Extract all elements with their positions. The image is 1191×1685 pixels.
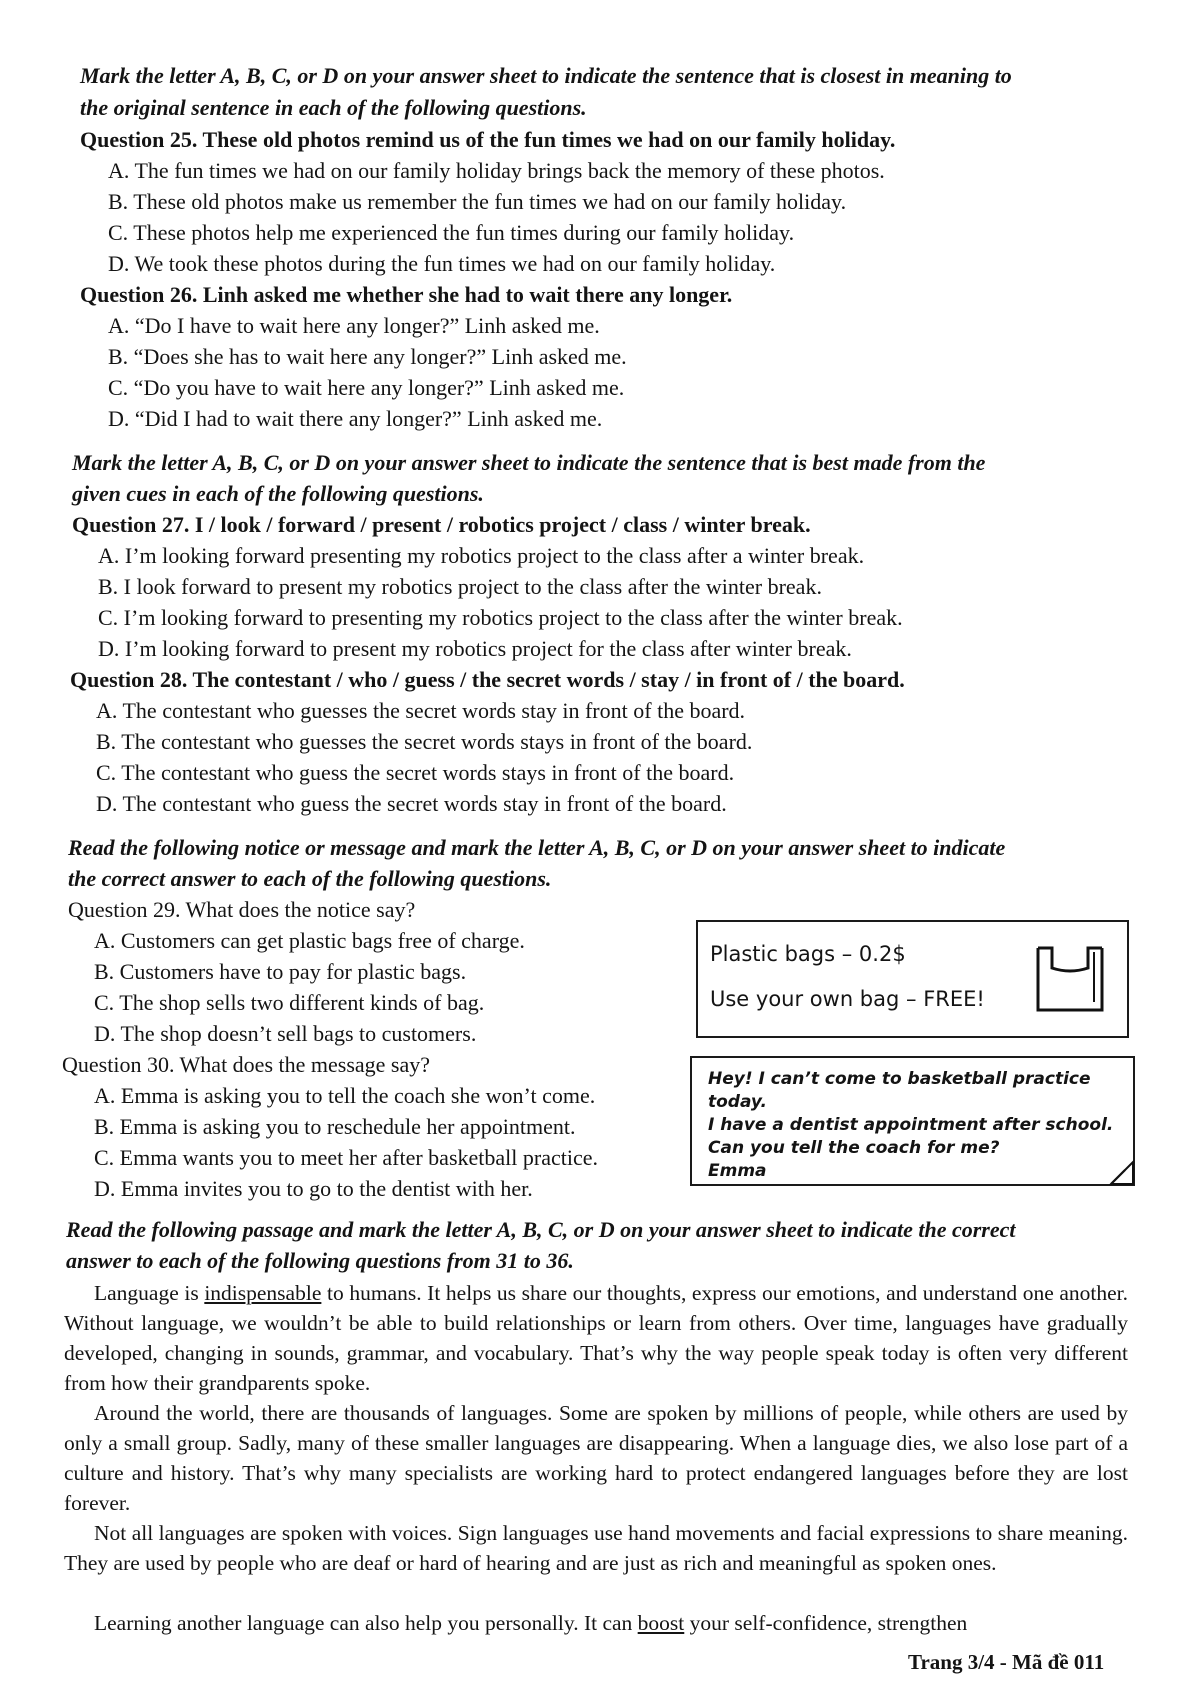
question-30-option-b: B. Emma is asking you to reschedule her appointment. bbox=[94, 1114, 576, 1139]
section1-instruction-line2: the original sentence in each of the following questions. bbox=[80, 95, 587, 120]
question-29-option-d: D. The shop doesn’t sell bags to customers. bbox=[94, 1021, 477, 1046]
question-30-option-c: C. Emma wants you to meet her after basketball practice. bbox=[94, 1145, 598, 1170]
question-25-option-b: B. These old photos make us remember the fun times we had on our family holiday. bbox=[108, 189, 847, 214]
section4-instruction-line1: Read the following passage and mark the letter A, B, C, or D on your answer sheet to indicate the correct bbox=[66, 1217, 1016, 1242]
section4-instruction-line2: answer to each of the following questions from 31 to 36. bbox=[66, 1248, 574, 1273]
question-27-option-a: A. I’m looking forward presenting my robotics project to the class after a winter break. bbox=[98, 543, 865, 568]
passage-paragraph-2: Around the world, there are thousands of languages. Some are spoken by millions of people, while others are used by only a small group. Sadly, many of these smaller languages are disappearing. When a language dies, we also lose part of a culture and history. That’s why many specialists are working hard to protect endangered languages before they are lost forever. bbox=[64, 1401, 1128, 1515]
page-fold-icon bbox=[1109, 1160, 1135, 1186]
question-27-option-b: B. I look forward to present my robotics project to the class after the winter break. bbox=[98, 574, 822, 599]
question-25-stem: Question 25. These old photos remind us of the fun times we had on our family holiday. bbox=[80, 127, 896, 152]
question-28-option-b: B. The contestant who guesses the secret words stays in front of the board. bbox=[96, 729, 753, 754]
passage-p4-rest: your self-confidence, strengthen bbox=[684, 1611, 968, 1635]
question-25-option-a: A. The fun times we had on our family holiday brings back the memory of these photos. bbox=[108, 158, 885, 183]
question-29-option-b: B. Customers have to pay for plastic bags. bbox=[94, 959, 467, 984]
question-26-option-c: C. “Do you have to wait here any longer?” Linh asked me. bbox=[108, 375, 625, 400]
question-28-stem: Question 28. The contestant / who / guess / the secret words / stay / in front of / the board. bbox=[70, 667, 905, 692]
notice-free-line: Use your own bag – FREE! bbox=[710, 987, 985, 1011]
question-28-option-d: D. The contestant who guess the secret words stay in front of the board. bbox=[96, 791, 727, 816]
question-29-stem: Question 29. What does the notice say? bbox=[68, 897, 416, 922]
section2-instruction-line2: given cues in each of the following questions. bbox=[72, 481, 484, 506]
question-25-option-d: D. We took these photos during the fun times we had on our family holiday. bbox=[108, 251, 776, 276]
question-27-option-c: C. I’m looking forward to presenting my robotics project to the class after the winter break. bbox=[98, 605, 903, 630]
question-26-stem: Question 26. Linh asked me whether she had to wait there any longer. bbox=[80, 282, 733, 307]
question-25-option-c: C. These photos help me experienced the fun times during our family holiday. bbox=[108, 220, 795, 245]
page-footer: Trang 3/4 - Mã đề 011 bbox=[908, 1650, 1105, 1674]
message-line-3: Can you tell the coach for me? bbox=[708, 1138, 1000, 1158]
underlined-word-indispensable: indispensable bbox=[204, 1281, 322, 1305]
message-line-2: I have a dentist appointment after school. bbox=[708, 1115, 1114, 1135]
question-26-option-a: A. “Do I have to wait here any longer?” Linh asked me. bbox=[108, 313, 600, 338]
message-signature: Emma bbox=[708, 1161, 767, 1181]
question-29-option-a: A. Customers can get plastic bags free of charge. bbox=[94, 928, 525, 953]
passage-p1-start: Language is bbox=[94, 1281, 205, 1305]
question-26-option-b: B. “Does she has to wait here any longer?” Linh asked me. bbox=[108, 344, 627, 369]
question-30-option-d: D. Emma invites you to go to the dentist with her. bbox=[94, 1176, 533, 1201]
question-26-option-d: D. “Did I had to wait there any longer?” Linh asked me. bbox=[108, 406, 603, 431]
section1-instruction-line1: Mark the letter A, B, C, or D on your answer sheet to indicate the sentence that is closest in meaning to bbox=[80, 63, 1012, 88]
passage-paragraph-4 bbox=[64, 1608, 1128, 1638]
question-27-option-d: D. I’m looking forward to present my robotics project for the class after winter break. bbox=[98, 636, 852, 661]
section3-instruction-line2: the correct answer to each of the following questions. bbox=[68, 866, 552, 891]
passage-paragraph-1 bbox=[64, 1278, 1128, 1398]
emma-message-note bbox=[690, 1056, 1135, 1186]
question-27-stem: Question 27. I / look / forward / present / robotics project / class / winter break. bbox=[72, 512, 811, 537]
section2-instruction-line1: Mark the letter A, B, C, or D on your answer sheet to indicate the sentence that is best made from the bbox=[72, 450, 986, 475]
passage-p1-rest: to humans. It helps us share our thoughts, express our emotions, and understand one another. Without language, we wouldn’t be able to build relationships or learn from others. Over time, languages have gradually developed, changing in sounds, grammar, and vocabulary. That’s why the way people speak today is often very different from how their grandparents spoke. bbox=[64, 1281, 1128, 1395]
question-28-option-c: C. The contestant who guess the secret words stays in front of the board. bbox=[96, 760, 735, 785]
plastic-bag-notice bbox=[696, 920, 1129, 1038]
question-30-option-a: A. Emma is asking you to tell the coach she won’t come. bbox=[94, 1083, 596, 1108]
notice-price-line: Plastic bags – 0.2$ bbox=[710, 942, 906, 966]
question-30-stem: Question 30. What does the message say? bbox=[62, 1052, 431, 1077]
question-29-option-c: C. The shop sells two different kinds of bag. bbox=[94, 990, 485, 1015]
passage-paragraph-3: Not all languages are spoken with voices. Sign languages use hand movements and facial expressions to share meaning. They are used by people who are deaf or hard of hearing and are just as rich and meaningful as spoken ones. bbox=[64, 1521, 1128, 1575]
shopping-bag-icon bbox=[1032, 942, 1108, 1016]
message-line-1: Hey! I can’t come to basketball practice today. bbox=[708, 1069, 1091, 1112]
section3-instruction-line1: Read the following notice or message and mark the letter A, B, C, or D on your answer sheet to indicate bbox=[68, 835, 1006, 860]
underlined-word-boost: boost bbox=[637, 1611, 685, 1635]
question-28-option-a: A. The contestant who guesses the secret words stay in front of the board. bbox=[96, 698, 746, 723]
passage-p4-start: Learning another language can also help you personally. It can bbox=[94, 1611, 638, 1635]
